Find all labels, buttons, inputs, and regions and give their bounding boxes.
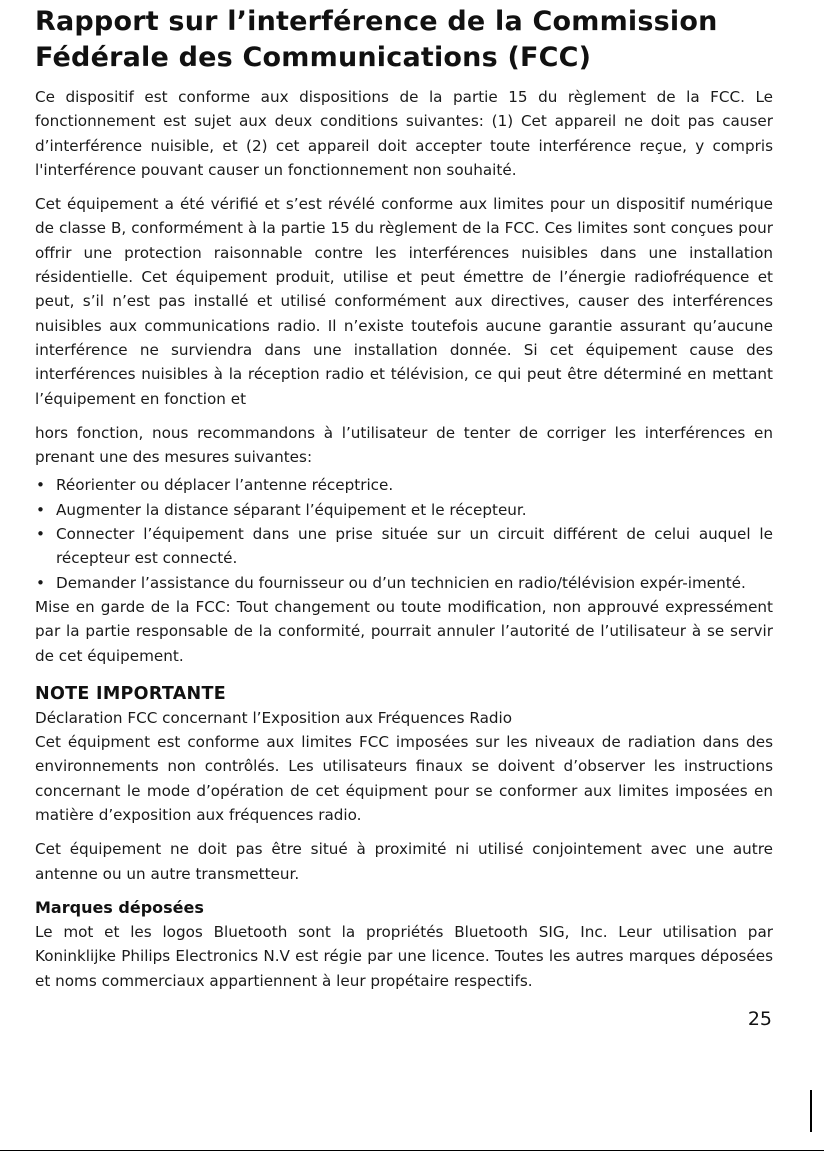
heading-important-note: NOTE IMPORTANTE — [35, 683, 226, 704]
page-edge-mark — [810, 1090, 812, 1132]
paragraph-recommendation: hors fonction, nous recommandons à l’utilisateur de tenter de corriger les interférences en prenant une des mesures suivantes: — [35, 423, 773, 467]
list-item-text: Connecter l’équipement dans une prise située sur un circuit différent de celui auquel le récepteur est connecté. — [56, 525, 773, 568]
title-line-2: Fédérale des Communications (FCC) — [35, 42, 592, 73]
heading-trademarks: Marques déposées — [35, 897, 204, 917]
measures-list — [35, 473, 773, 594]
bullet-icon: • — [36, 573, 45, 592]
paragraph-rf-declaration: Déclaration FCC concernant l’Exposition aux Fréquences Radio — [35, 708, 513, 727]
bullet-icon: • — [36, 476, 45, 495]
list-item — [35, 571, 773, 595]
document-page — [35, 4, 773, 993]
paragraph-antenna-colocation: Cet équipement ne doit pas être situé à proximité ni utilisé conjointement avec une autre antenne ou un autre transmetteur. — [35, 840, 773, 883]
page-title — [35, 4, 773, 76]
list-item — [35, 522, 773, 571]
bullet-icon: • — [36, 500, 45, 519]
paragraph-class-b-compliance: Cet équipement a été vérifié et s’est révélé conforme aux limites pour un dispositif numérique de classe B, conformément à la partie 15 du règlement de la FCC. Ces limites sont conçues pour offrir une protection raisonnable contre les interférences nuisibles dans une installation résidentielle. Cet équipement produit, utilise et peut émettre de l’énergie radiofréquence et peut, s’il n’est pas installé et utilisé conformément aux directives, causer des interférences nuisibles aux communications radio. Il n’existe toutefois aucune garantie assurant qu’aucune interférence ne surviendra dans une installation donnée. Si cet équipement cause des interférences nuisibles à la réception radio et télévision, ce qui peut être déterminé en mettant l’équipement en fonction et — [35, 195, 773, 408]
paragraph-trademarks: Le mot et les logos Bluetooth sont la propriétés Bluetooth SIG, Inc. Leur utilisation par Koninklijke Philips Electronics N.V est régie par une licence. Toutes les autres marques déposées et noms commerciaux appartiennent à leur propétaire respectifs. — [35, 922, 773, 990]
list-item — [35, 473, 773, 497]
paragraph-rf-limits: Cet équipment est conforme aux limites FCC imposées sur les niveaux de radiation dans des environnements non contrôlés. Les utilisateurs finaux se doivent d’observer les instructions concernant le mode d’opération de cet équipment pour se conformer aux limites imposées en matière d’exposition aux fréquences radio. — [35, 733, 773, 825]
paragraph-fcc-warning: Mise en garde de la FCC: Tout changement ou toute modification, non approuvé expressément par la partie responsable de la conformité, pourrait annuler l’autorité de l’utilisateur à se servir de cet équipement. — [35, 597, 773, 665]
paragraph-fcc-conditions: Ce dispositif est conforme aux dispositions de la partie 15 du règlement de la FCC. Le fonctionnement est sujet aux deux conditions suivantes: (1) Cet appareil ne doit pas causer d’interférence nuisible, et (2) cet appareil doit accepter toute interférence reçue, y compris l'interférence pouvant causer un fonctionnement non souhaité. — [35, 88, 773, 179]
bottom-rule — [0, 1150, 824, 1151]
list-item-text: Augmenter la distance séparant l’équipement et le récepteur. — [56, 500, 527, 519]
page-number: 25 — [747, 1008, 772, 1030]
list-item-text: Réorienter ou déplacer l’antenne réceptrice. — [56, 476, 394, 495]
bullet-icon: • — [36, 525, 45, 544]
title-line-1: Rapport sur l’interférence de la Commission — [35, 6, 718, 37]
list-item-text: Demander l’assistance du fournisseur ou d’un technicien en radio/télévision expér-imenté. — [56, 573, 746, 592]
list-item — [35, 498, 773, 522]
